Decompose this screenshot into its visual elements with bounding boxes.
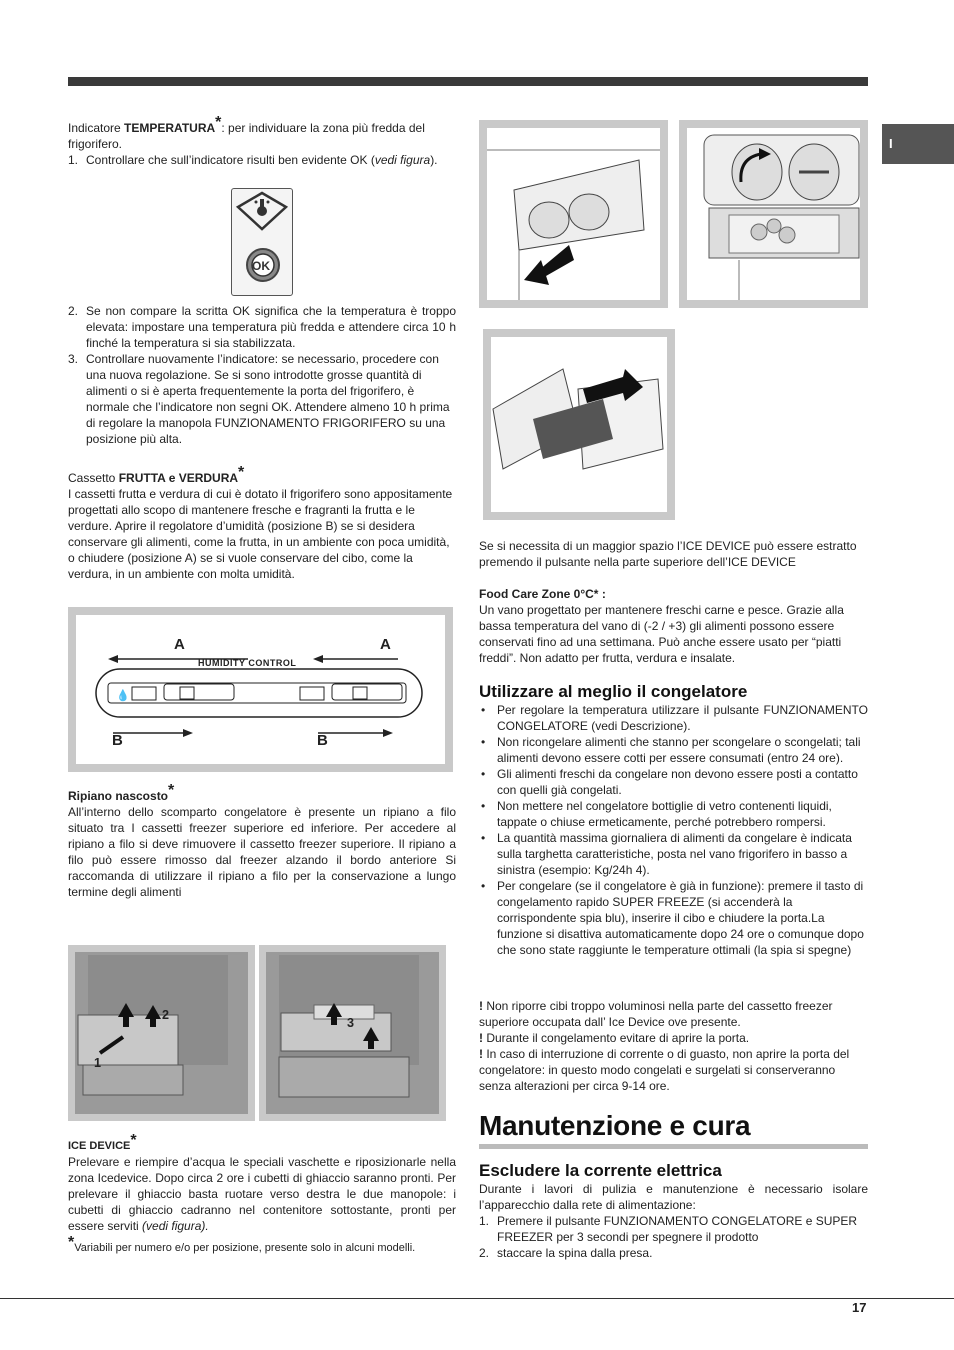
temperature-indicator-figure bbox=[231, 188, 293, 296]
humidity-label-a: A bbox=[380, 636, 391, 653]
ice-basket-drawing bbox=[483, 329, 675, 520]
ice-device-extract-note bbox=[479, 538, 868, 570]
freezer-bullet: • Per congelare (se il congelatore è già in funzione): premere il tasto di congelamento rapido SUPER FREEZE (si accenderà la corrispondente spia blu), inserire il cibo e chiudere la porta.La funzione si disattiva automaticamente dopo 24 ore o comunque dopo che sono state raggiunte le temperature ottimali (la spia si spegne) bbox=[479, 878, 868, 958]
ice-extract-text: Se si necessita di un maggior spazio l’ICE DEVICE può essere estratto premendo il pulsante nella parte superiore dell’ICE DEVICE bbox=[479, 539, 857, 569]
temperature-intro: Indicatore TEMPERATURA*: per individuare la zona più fredda del frigorifero. bbox=[68, 114, 425, 151]
temperature-steps bbox=[68, 152, 456, 168]
freezer-bullet: • Non ricongelare alimenti che stanno per scongelare o scongelati; tali alimenti devono essere cotti per essere consumati (entro 24 ore). bbox=[479, 734, 868, 766]
maintenance-section bbox=[479, 1110, 868, 1149]
humidity-label-b: B bbox=[112, 732, 123, 749]
svg-text:💧: 💧 bbox=[116, 689, 130, 702]
ice-device-removal-figure bbox=[483, 329, 675, 520]
header-bar bbox=[68, 77, 868, 86]
humidity-label-b: B bbox=[317, 732, 328, 749]
warning: ! Durante il congelamento evitare di aprire la porta. bbox=[479, 1031, 750, 1045]
page-number: 17 bbox=[852, 1300, 867, 1315]
food-care-text: Un vano progettato per mantenere freschi carne e pesce. Grazie alla bassa temperatura del vano di (-2 / +3) gli alimenti possono essere conservati fino ad una settimana. Può anche essere usato per “piatti freddi”. Non adatto per frutta, verdura e insalate. bbox=[479, 603, 844, 665]
footer-rule bbox=[0, 1298, 954, 1299]
freezer-heading: Utilizzare al meglio il congelatore bbox=[479, 682, 748, 701]
step-label-1: 1 bbox=[94, 1056, 102, 1070]
ice-device-section bbox=[68, 1132, 456, 1256]
language-tab-label: I bbox=[889, 136, 893, 151]
power-steps bbox=[479, 1213, 868, 1261]
freezer-section bbox=[479, 682, 868, 958]
freezer-bullet: • La quantità massima giornaliera di alimenti da congelare è indicata sulla targhetta caratteristiche, posta nel vano frigorifero in basso a sinistra (esempio: Kg/24h 4). bbox=[479, 830, 868, 878]
temperature-step: 1. Controllare che sull’indicatore risulti ben evidente OK (vedi figura). bbox=[68, 153, 438, 167]
maintenance-heading: Manutenzione e cura bbox=[479, 1110, 751, 1141]
humidity-label-a: A bbox=[174, 636, 185, 653]
freezer-warnings bbox=[479, 998, 868, 1094]
power-step: 1. Premere il pulsante FUNZIONAMENTO CONGELATORE e SUPER FREEZER per 3 secondi per spegnere il prodotto bbox=[479, 1214, 858, 1244]
warning: ! Non riporre cibi troppo voluminosi nella parte del cassetto freezer superiore occupata dall’ Ice Device ove presente. bbox=[479, 999, 833, 1029]
ice-device-text: Prelevare e riempire d’acqua le speciali vaschette e riposizionarle nella zona Icedevice. Dopo circa 2 ore i cubetti di ghiaccio saranno pronti. Per prelevare il ghiaccio basta ruotare verso destra le due manopole: i cubetti di ghiaccio cadranno nel contenitore sottostante, pronti per essere serviti (vedi figura). bbox=[68, 1155, 456, 1233]
freezer-bullet: • Gli alimenti freschi da congelare non devono essere posti a contatto con quelli già congelati. bbox=[479, 766, 868, 798]
temperature-step: 2. Se non compare la scritta OK significa che la temperatura è troppo elevata: impostare una temperatura più fredda e attendere circa 10 h finché la temperatura si sia stabilizzata. bbox=[68, 304, 456, 350]
hidden-shelf-section bbox=[68, 782, 456, 900]
fruit-vegetable-text: I cassetti frutta e verdura di cui è dotato il frigorifero sono appositamente progettati allo scopo di mantenere fresche e fragranti la frutta e le verdure. Aprire il regolatore d’umidità (posizione B) se si desidera conservare gli alimenti, come la frutta, in un ambiente con poca umidità, o chiudere (posizione A) se si vuole conservare del cibo, come la verdura, in un ambiente con molta umidità. bbox=[68, 487, 453, 581]
warning: ! In caso di interruzione di corrente o di guasto, non aprire la porta del congelatore: in questo modo congelati e surgelati si conserveranno senza alterazioni per circa 9-14 ore. bbox=[479, 1047, 850, 1093]
ice-tray-drawing bbox=[479, 120, 668, 308]
freezer-bullets bbox=[479, 702, 868, 958]
drawer-drawing-1 bbox=[68, 945, 255, 1121]
temperature-steps-continued bbox=[68, 303, 456, 447]
ice-device-heading: ICE DEVICE* bbox=[68, 1132, 137, 1152]
power-heading: Escludere la corrente elettrica bbox=[479, 1161, 722, 1180]
ice-knobs-drawing bbox=[679, 120, 868, 308]
hidden-shelf-text: All’interno dello scomparto congelatore è presente un ripiano a filo situato tra I cassetti freezer superiore ed inferiore. Per accedere al ripiano a filo si deve rimuovere il cassetto freezer superiore. Il ripiano a filo può essere rimosso dal freezer alzando il bordo anteriore Si raccomanda di utilizzare il ripiano a filo per la conservazione a lungo termine degli alimenti bbox=[68, 805, 456, 899]
drawer-drawing-2 bbox=[259, 945, 446, 1121]
step-label-3: 3 bbox=[347, 1016, 355, 1030]
power-section bbox=[479, 1161, 868, 1261]
ice-device-knobs-figure bbox=[679, 120, 868, 308]
indicator-drawing bbox=[232, 189, 292, 295]
drawer-removal-figure-2 bbox=[259, 945, 446, 1121]
power-step: 2. staccare la spina dalla presa. bbox=[479, 1246, 653, 1260]
humidity-title: HUMIDITY CONTROL bbox=[198, 658, 297, 668]
step-label-2: 2 bbox=[162, 1008, 170, 1022]
footnote: *Variabili per numero e/o per posizione, presente solo in alcuni modelli. bbox=[68, 1234, 416, 1254]
food-care-section bbox=[479, 586, 868, 666]
food-care-heading: Food Care Zone 0°C* : bbox=[479, 587, 606, 601]
maintenance-rule bbox=[479, 1144, 868, 1149]
humidity-drawing bbox=[68, 607, 453, 772]
temperature-section bbox=[68, 114, 456, 168]
ok-label: OK bbox=[252, 259, 270, 273]
humidity-control-figure bbox=[68, 607, 453, 772]
freezer-bullet: • Per regolare la temperatura utilizzare il pulsante FUNZIONAMENTO CONGELATORE (vedi Descrizione). bbox=[479, 702, 868, 734]
temperature-step: 3. Controllare nuovamente l’indicatore: se necessario, procedere con una nuova regolazione. Se si sono introdotte grosse quantità di alimenti o si è aperta frequentemente la porta del frigorifero, è normale che l’indicatore non segni OK. Attendere almeno 10 h prima di regolare la manopola FUNZIONAMENTO FRIGORIFERO su una posizione più alta. bbox=[68, 352, 450, 446]
hidden-shelf-heading: Ripiano nascosto* bbox=[68, 782, 175, 803]
ice-device-extract-figure bbox=[479, 120, 668, 308]
drawer-removal-figure-1 bbox=[68, 945, 255, 1121]
humidity-slider-frame bbox=[96, 669, 422, 717]
fruit-vegetable-section bbox=[68, 464, 456, 582]
fruit-vegetable-heading: Cassetto FRUTTA e VERDURA* bbox=[68, 464, 245, 485]
language-tab bbox=[882, 124, 954, 164]
freezer-bullet: • Non mettere nel congelatore bottiglie di vetro contenenti liquidi, tappate o chiuse ermeticamente, perché potrebbero rompersi. bbox=[479, 798, 868, 830]
power-intro: Durante i lavori di pulizia e manutenzione è necessario isolare l’apparecchio dalla rete di alimentazione: bbox=[479, 1182, 868, 1212]
